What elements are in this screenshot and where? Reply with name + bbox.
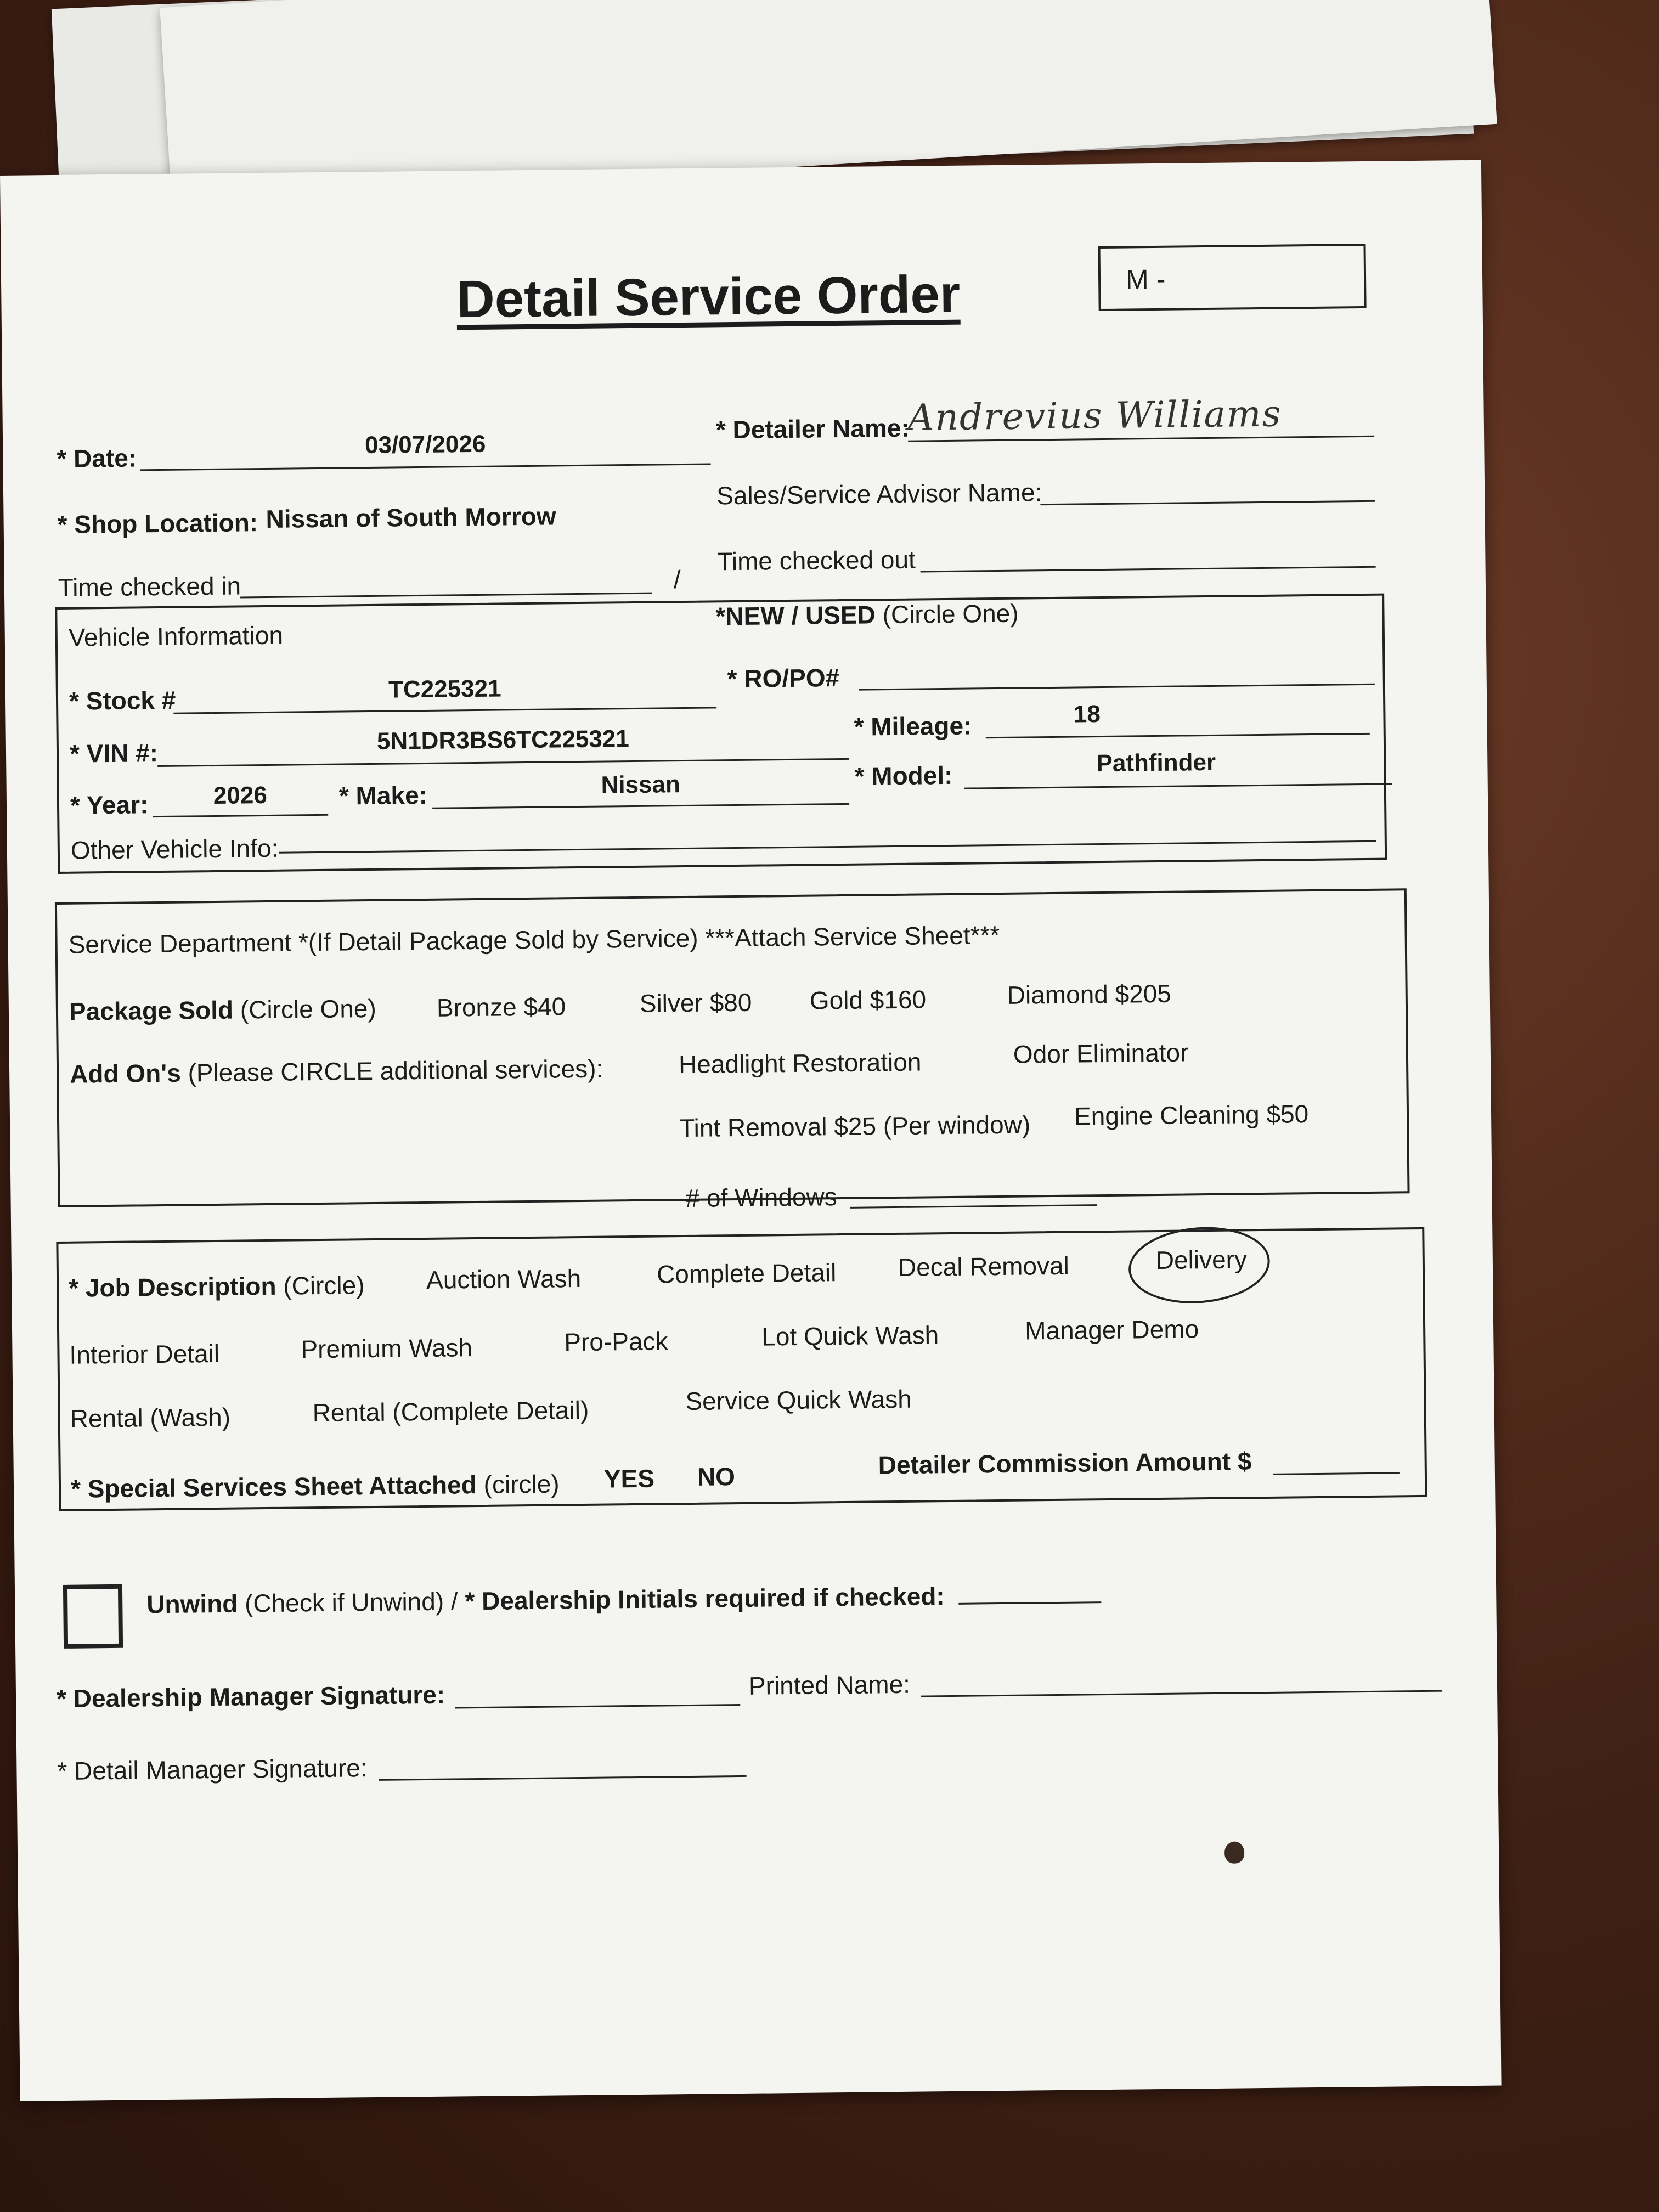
job-description-bold: * Job Description	[68, 1271, 276, 1302]
addon-headlight-restoration[interactable]: Headlight Restoration	[678, 1047, 922, 1079]
mileage-line[interactable]	[986, 733, 1370, 738]
job-delivery[interactable]: Delivery	[1155, 1245, 1248, 1275]
unwind-checkbox[interactable]	[63, 1584, 123, 1649]
job-auction-wash[interactable]: Auction Wash	[426, 1264, 582, 1294]
time-separator: /	[673, 565, 681, 594]
vin-value: 5N1DR3BS6TC225321	[376, 725, 629, 755]
dealership-manager-signature-label: * Dealership Manager Signature:	[56, 1680, 445, 1713]
detail-manager-signature-label: * Detail Manager Signature:	[57, 1753, 368, 1786]
package-gold[interactable]: Gold $160	[809, 985, 927, 1015]
year-line[interactable]	[153, 814, 328, 817]
advisor-name-line[interactable]	[1040, 500, 1375, 505]
detail-manager-signature-line[interactable]	[379, 1775, 747, 1781]
special-services-no[interactable]: NO	[697, 1462, 736, 1491]
unwind-label	[146, 1581, 945, 1619]
date-label: * Date:	[57, 443, 137, 473]
special-services-yes[interactable]: YES	[603, 1464, 655, 1493]
printed-name-line[interactable]	[921, 1690, 1442, 1697]
year-value: 2026	[213, 781, 268, 809]
package-sold-instruction: (Circle One)	[240, 994, 377, 1024]
job-premium-wash[interactable]: Premium Wash	[301, 1333, 473, 1364]
shop-location-value: Nissan of South Morrow	[266, 501, 556, 533]
stock-value: TC225321	[388, 675, 501, 703]
job-lot-quick-wash[interactable]: Lot Quick Wash	[761, 1321, 939, 1351]
detailer-name-handwritten: Andrevius Williams	[907, 392, 1282, 439]
stock-line[interactable]	[173, 707, 716, 714]
windows-count-line[interactable]	[850, 1204, 1097, 1209]
model-label: * Model:	[854, 760, 953, 791]
make-value: Nissan	[601, 771, 681, 799]
package-sold-bold: Package Sold	[69, 995, 234, 1026]
job-rental-complete-detail[interactable]: Rental (Complete Detail)	[312, 1395, 589, 1427]
shop-location-label: * Shop Location:	[57, 508, 258, 539]
vin-line[interactable]	[157, 758, 849, 767]
job-service-quick-wash[interactable]: Service Quick Wash	[685, 1384, 912, 1416]
vin-label: * VIN #:	[69, 738, 159, 768]
new-used-instruction: (Circle One)	[882, 599, 1019, 629]
order-number-box[interactable]	[1098, 244, 1366, 311]
addon-odor-eliminator[interactable]: Odor Eliminator	[1013, 1038, 1189, 1069]
ro-po-label: * RO/PO#	[727, 663, 840, 693]
package-sold-label	[69, 994, 376, 1026]
job-interior-detail[interactable]: Interior Detail	[69, 1339, 220, 1369]
vehicle-info-heading: Vehicle Information	[68, 620, 284, 652]
year-label: * Year:	[70, 790, 149, 820]
model-line[interactable]	[964, 783, 1392, 789]
job-description-instruction: (Circle)	[283, 1271, 365, 1300]
mileage-label: * Mileage:	[854, 711, 972, 741]
time-in-label: Time checked in	[58, 571, 241, 602]
make-label: * Make:	[338, 780, 428, 810]
job-pro-pack[interactable]: Pro-Pack	[564, 1327, 668, 1357]
date-value: 03/07/2026	[364, 430, 486, 459]
job-manager-demo[interactable]: Manager Demo	[1024, 1314, 1199, 1345]
vehicle-information-box	[55, 594, 1387, 874]
dealership-initials-label: * Dealership Initials required if checked:	[465, 1582, 945, 1616]
debris-speck	[1224, 1841, 1244, 1863]
order-number-prefix: M -	[1125, 263, 1166, 295]
job-rental-wash[interactable]: Rental (Wash)	[70, 1402, 231, 1433]
model-value: Pathfinder	[1096, 748, 1216, 777]
service-department-box	[55, 888, 1410, 1213]
special-services-instruction: (circle)	[483, 1469, 560, 1499]
windows-count-label: # of Windows	[685, 1182, 837, 1213]
stock-label: * Stock #	[69, 685, 176, 715]
addon-engine-cleaning[interactable]: Engine Cleaning $50	[1074, 1099, 1309, 1131]
date-line[interactable]	[140, 463, 711, 471]
service-dept-heading: Service Department *(If Detail Package Sold by Service) ***Attach Service Sheet***	[68, 920, 1000, 959]
unwind-instruction: (Check if Unwind) /	[244, 1587, 458, 1618]
add-ons-instruction: (Please CIRCLE additional services):	[188, 1054, 603, 1087]
add-ons-bold: Add On's	[69, 1058, 182, 1088]
new-used-label: *NEW / USED	[715, 600, 876, 631]
detailer-name-label: * Detailer Name:	[715, 413, 910, 444]
other-vehicle-info-label: Other Vehicle Info:	[70, 833, 279, 865]
mileage-value: 18	[1073, 701, 1101, 728]
delivery-handdrawn-circle	[1126, 1222, 1273, 1308]
job-description-label	[69, 1270, 365, 1303]
job-complete-detail[interactable]: Complete Detail	[656, 1258, 837, 1289]
job-decal-removal[interactable]: Decal Removal	[898, 1251, 1070, 1282]
dealership-manager-signature-line[interactable]	[455, 1704, 740, 1708]
printed-name-label: Printed Name:	[748, 1669, 911, 1700]
commission-label: Detailer Commission Amount $	[878, 1447, 1252, 1480]
package-bronze[interactable]: Bronze $40	[436, 992, 566, 1022]
addon-tint-removal[interactable]: Tint Removal $25 (Per window)	[679, 1110, 1031, 1143]
advisor-name-label: Sales/Service Advisor Name:	[716, 478, 1042, 510]
form-title: Detail Service Order	[456, 264, 961, 329]
commission-line[interactable]	[1273, 1472, 1400, 1475]
time-out-line[interactable]	[921, 566, 1376, 573]
package-diamond[interactable]: Diamond $205	[1007, 979, 1172, 1009]
package-silver[interactable]: Silver $80	[639, 988, 752, 1018]
ro-po-line[interactable]	[859, 684, 1375, 691]
special-services-label	[71, 1469, 560, 1503]
make-line[interactable]	[432, 803, 849, 809]
unwind-bold: Unwind	[146, 1589, 238, 1619]
new-used-selector[interactable]	[715, 599, 1019, 631]
time-out-label: Time checked out	[717, 545, 916, 576]
dealership-initials-line[interactable]	[958, 1601, 1101, 1605]
time-in-line[interactable]	[240, 592, 652, 599]
detail-service-order-form	[0, 160, 1502, 2101]
job-description-box	[56, 1227, 1427, 1511]
special-services-bold: * Special Services Sheet Attached	[70, 1470, 477, 1503]
other-vehicle-info-line[interactable]	[279, 840, 1376, 854]
add-ons-label	[70, 1054, 603, 1089]
